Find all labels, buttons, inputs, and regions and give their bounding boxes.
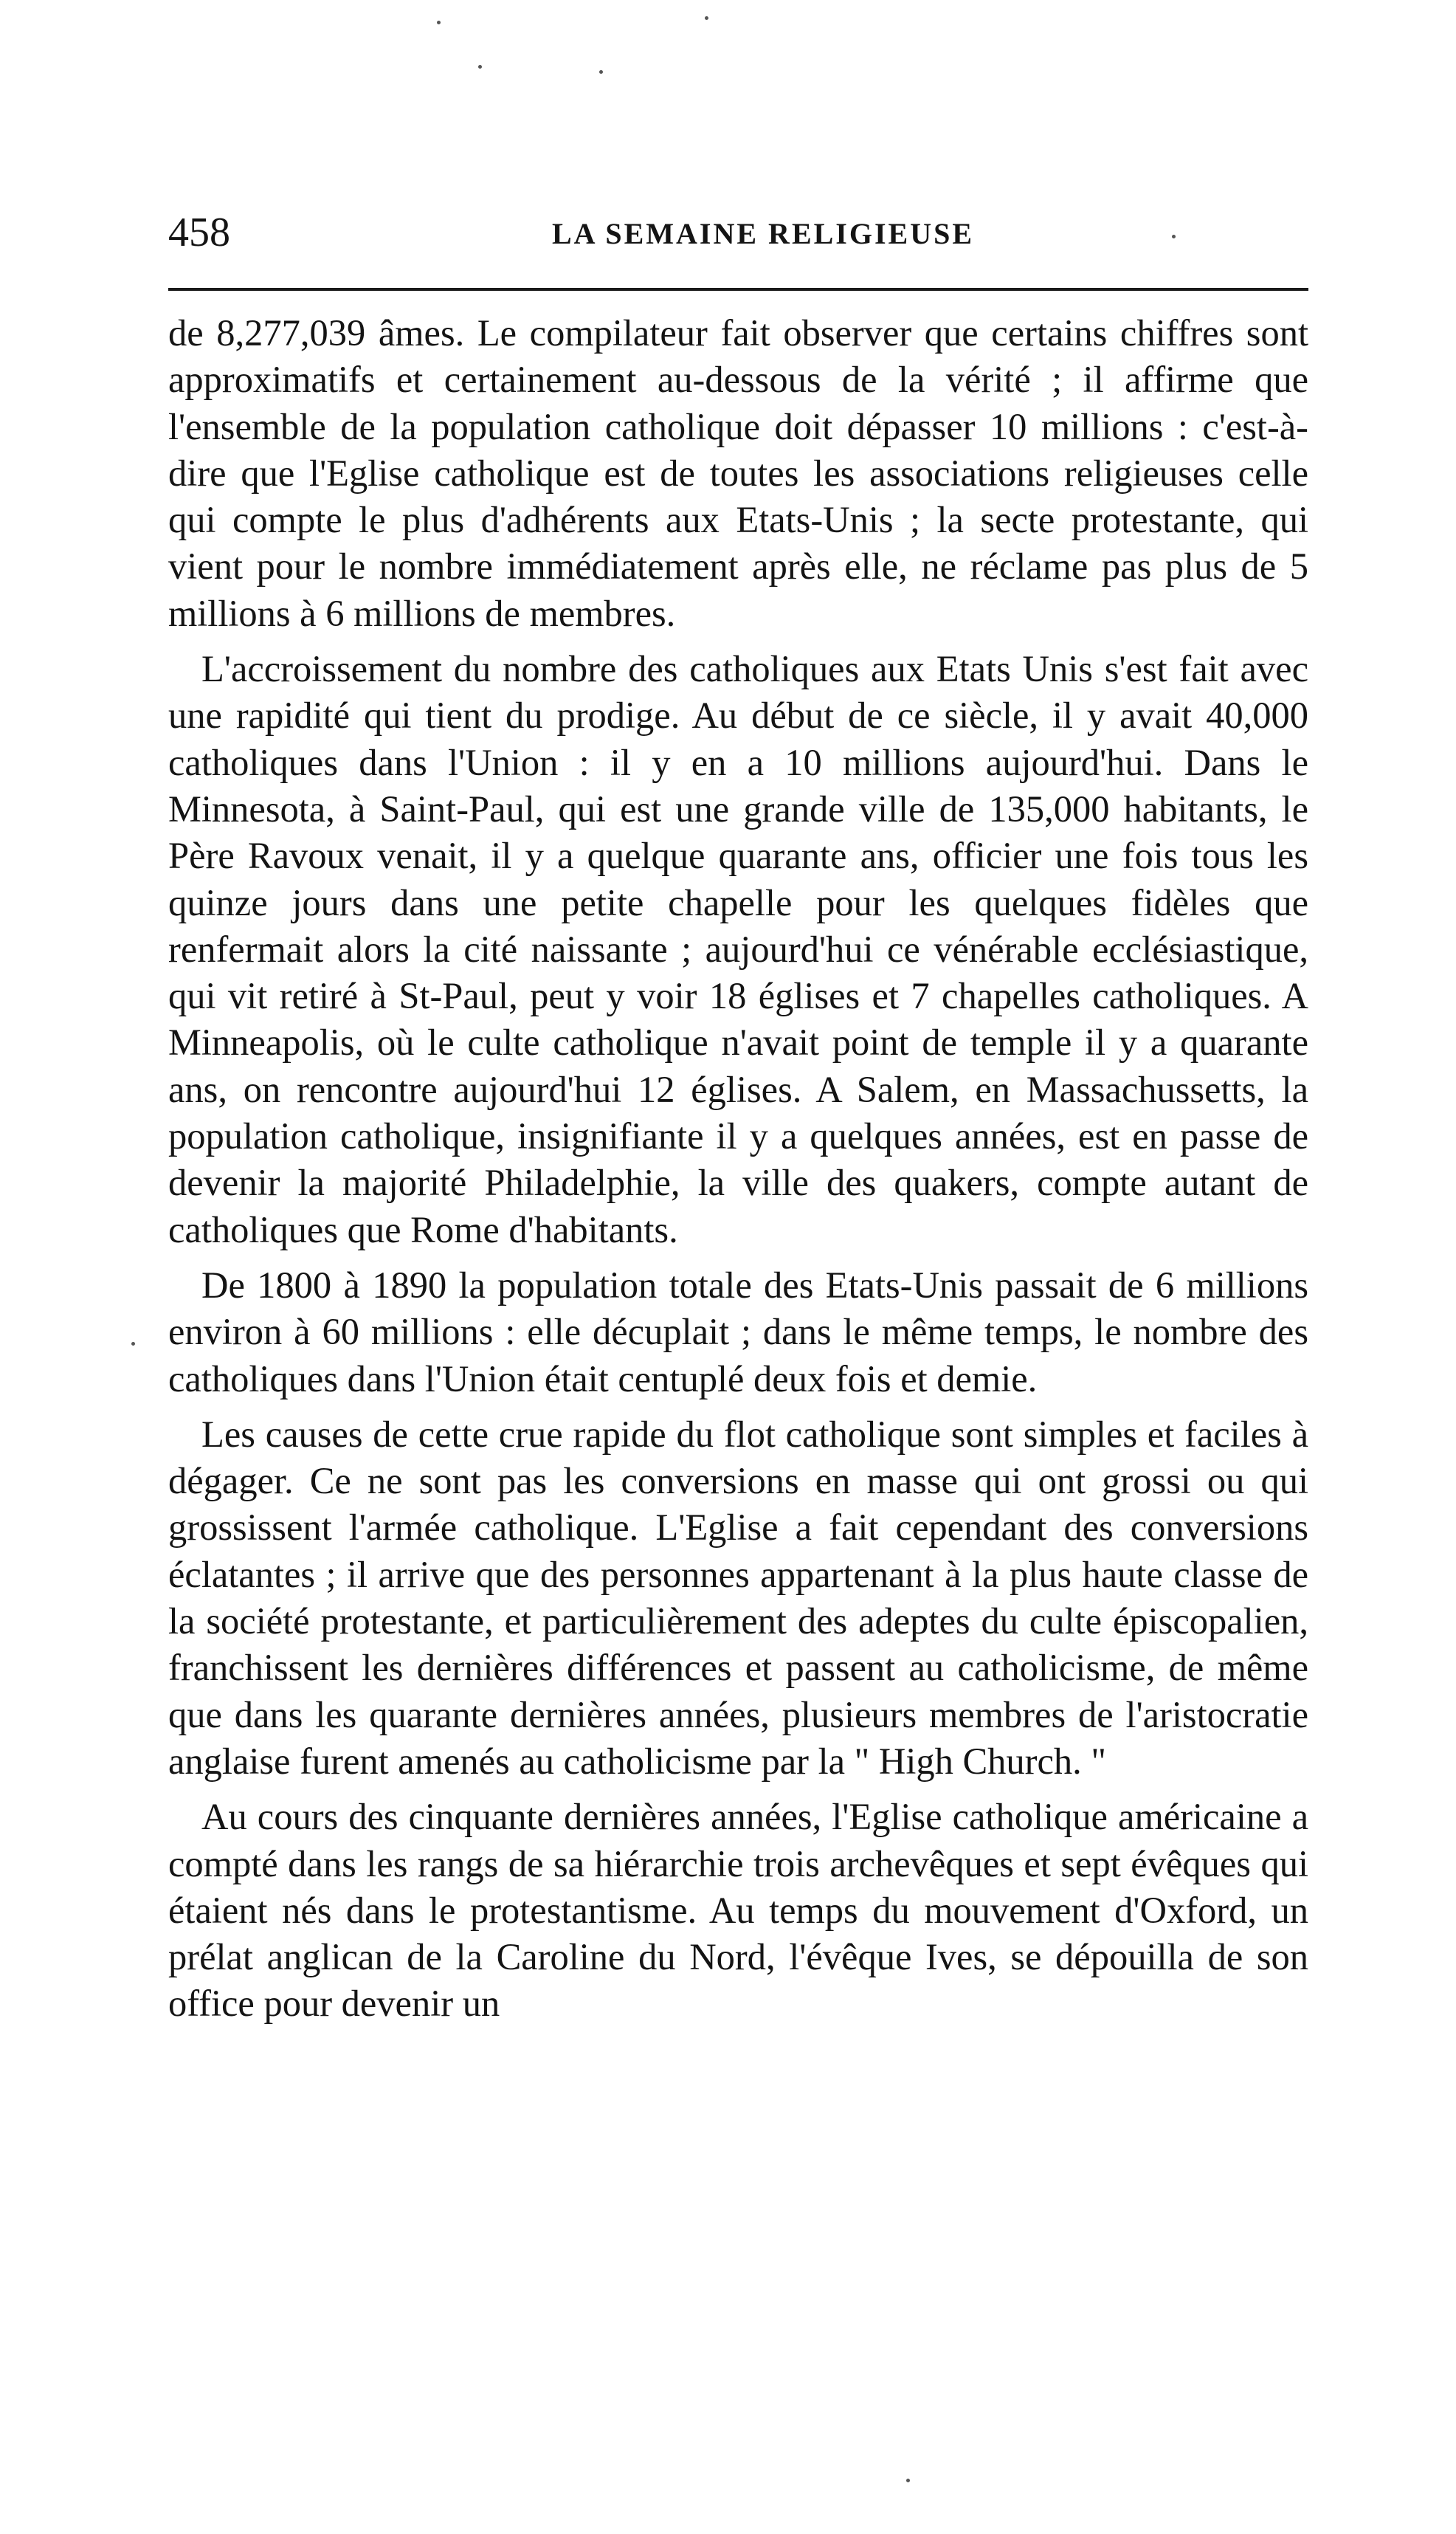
paragraph: Les causes de cette crue rapide du flot catholique sont simples et faciles à dégager. Ce ne sont pas les conversions en masse qui ont grossi ou qui grossissent l'armée catholique. L'Eglise a fait cependant des conversions éclatantes ; il arrive que des personnes appartenant à la plus haute classe de la société protestante, et particulièrement des adeptes du culte épiscopalien, franchissent les dernières différences et passent au catholicisme, de même que dans les quarante dernières années, plusieurs membres de l'aristocratie anglaise furent amenés au catholicisme par la " High Church. "	[168, 1413, 1308, 1782]
paragraph: L'accroissement du nombre des catholiques aux Etats Unis s'est fait avec une rapidité qui tient du prodige. Au début de ce siècle, il y avait 40,000 catholiques dans l'Union : il y en a 10 millions aujourd'hui. Dans le Minnesota, à Saint-Paul, qui est une grande ville de 135,000 habitants, le Père Ravoux venait, il y a quelque quarante ans, officier une fois tous les quinze jours dans une petite chapelle pour les quelques fidèles que renfermait alors la cité naissante ; aujourd'hui ce vénérable ecclésiastique, qui vit retiré à St-Paul, peut y voir 18 églises et 7 chapelles catholiques. A Minneapolis, où le culte catholique n'avait point de temple il y a quarante ans, on rencontre aujourd'hui 12 églises. A Salem, en Massachussetts, la population catholique, insignifiante il y a quelques années, est en passe de devenir la majorité Philadelphie, la ville des quakers, compte autant de catholiques que Rome d'habitants.	[168, 648, 1308, 1250]
ink-speck	[131, 1342, 135, 1346]
page-number: 458	[168, 210, 230, 255]
ink-speck	[705, 16, 708, 20]
paragraph: De 1800 à 1890 la population totale des Etats-Unis passait de 6 millions environ à 60 millions : elle décuplait ; dans le même temps, le nombre des catholiques dans l'Union était centuplé deux fois et demie.	[168, 1264, 1308, 1399]
header-rule	[168, 288, 1308, 291]
paragraph: Au cours des cinquante dernières années, l'Eglise catholique américaine a compté dans les rangs de sa hiérarchie trois archevêques et sept évêques qui étaient nés dans le protestantisme. Au temps du mouvement d'Oxford, un prélat anglican de la Caroline du Nord, l'évêque Ives, se dépouilla de son office pour devenir un	[168, 1796, 1308, 2025]
paragraph: de 8,277,039 âmes. Le compilateur fait observer que certains chiffres sont approximatifs et certainement au-dessous de la vérité ; il affirme que l'ensemble de la population catholique doit dépasser 10 millions : c'est-à-dire que l'Eglise catholique est de toutes les associations religieuses celle qui compte le plus d'adhérents aux Etats-Unis ; la secte protestante, qui vient pour le nombre immédiatement après elle, ne réclame pas plus de 5 millions à 6 millions de membres.	[168, 312, 1308, 634]
running-title: LA SEMAINE RELIGIEUSE	[552, 217, 975, 250]
ink-speck	[906, 2479, 910, 2482]
page-header	[168, 210, 1305, 255]
ink-speck	[478, 65, 482, 69]
ink-speck	[599, 70, 603, 74]
ink-speck	[437, 21, 441, 24]
body-text	[168, 310, 1308, 2028]
